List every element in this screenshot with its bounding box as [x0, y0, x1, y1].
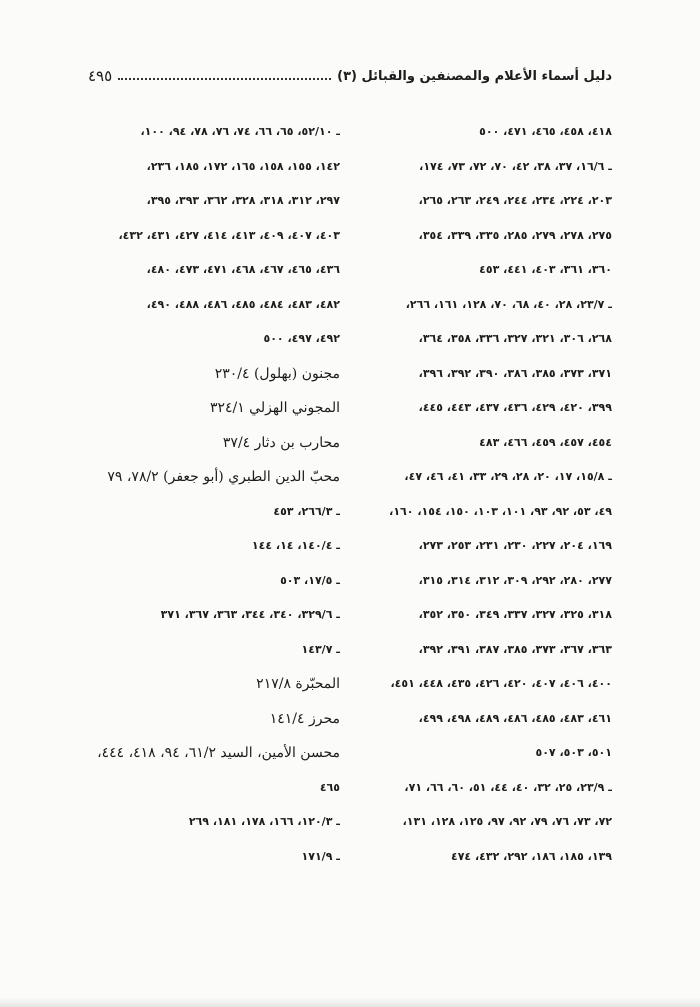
index-line: ـ ٥٢/١٠، ٦٥، ٦٦، ٧٤، ٧٦، ٧٨، ٩٤، ١٠٠، [140, 125, 340, 138]
index-line: ٤٦٥ [319, 780, 340, 794]
index-line: ـ ١٧١/٩ [301, 849, 340, 863]
index-line: ٢٧٧، ٢٨٠، ٢٩٢، ٣٠٩، ٣١٢، ٣١٤، ٣١٥، [418, 573, 612, 587]
index-line: ـ ١٢٠/٣، ١٦٦، ١٧٨، ١٨١، ٢٦٩ [188, 815, 340, 828]
index-line: ـ ١٥/٨، ١٧، ٢٠، ٢٨، ٢٩، ٣٣، ٤١، ٤٦، ٤٧، [404, 470, 612, 483]
index-line: ـ ٣٢٩/٦، ٣٤٠، ٣٤٤، ٣٦٣، ٣٦٧، ٣٧١ [160, 608, 340, 621]
index-line: ـ ١٧/٥، ٥٠٣ [280, 573, 340, 587]
index-column-left [85, 115, 340, 874]
index-line: ٤٩٢، ٤٩٧، ٥٠٠ [263, 332, 340, 345]
index-line: ٣٩٩، ٤٢٠، ٤٢٩، ٤٣٦، ٤٣٧، ٤٤٣، ٤٤٥، [418, 401, 612, 414]
index-line: المحبّرة ٢١٧/٨ [256, 676, 340, 692]
dotted-leader [118, 78, 331, 80]
index-line: ـ ٢٣/٩، ٢٥، ٣٢، ٤٠، ٤٤، ٥١، ٦٠، ٦٦، ٧١، [404, 780, 612, 794]
index-line: ١٤٢، ١٥٥، ١٥٨، ١٦٥، ١٧٢، ١٨٥، ٢٣٦، [146, 159, 340, 173]
index-line: محرز ١٤١/٤ [269, 710, 340, 727]
index-line: المجوني الهزلي ٣٢٤/١ [209, 400, 340, 416]
index-line: ٣١٨، ٣٢٥، ٣٢٧، ٣٣٧، ٣٤٩، ٣٥٠، ٣٥٢، [418, 608, 612, 621]
index-line: ٧٢، ٧٣، ٧٦، ٧٩، ٩٢، ٩٧، ١٢٥، ١٢٨، ١٣١، [402, 815, 612, 828]
index-line: ـ ١٤٣/٧ [301, 642, 340, 656]
index-line: ١٣٩، ١٨٥، ١٨٦، ٢٩٢، ٤٣٢، ٤٧٤ [450, 849, 612, 863]
index-line: ٢٠٣، ٢٢٤، ٢٣٤، ٢٤٤، ٢٤٩، ٢٦٣، ٢٦٥، [418, 194, 612, 207]
index-line: محارب بن دثار ٣٧/٤ [222, 434, 340, 451]
page-edge [0, 997, 700, 1007]
index-line: ٢٧٥، ٢٧٨، ٢٧٩، ٢٨٥، ٣٣٥، ٣٣٩، ٣٥٤، [418, 228, 612, 242]
index-line: ٤٩، ٥٣، ٩٢، ٩٣، ١٠١، ١٠٣، ١٥٠، ١٥٤، ١٦٠، [389, 504, 612, 518]
page-number: ٤٩٥ [88, 67, 113, 85]
index-line: ـ ٢٦٦/٣، ٤٥٣ [273, 504, 340, 518]
index-line: ٤٦١، ٤٨٣، ٤٨٥، ٤٨٦، ٤٨٩، ٤٩٨، ٤٩٩، [418, 711, 612, 725]
index-line: ٤٥٤، ٤٥٧، ٤٥٩، ٤٦٦، ٤٨٣ [479, 435, 612, 449]
index-line: ٤٠٠، ٤٠٦، ٤٠٧، ٤٢٠، ٤٢٦، ٤٣٥، ٤٤٨، ٤٥١، [390, 677, 612, 690]
running-header [88, 62, 612, 90]
index-line: ٤٠٣، ٤٠٧، ٤٠٩، ٤١٣، ٤١٤، ٤٢٧، ٤٣١، ٤٣٢، [118, 228, 340, 242]
index-line: ٣٦٠، ٣٦١، ٤٠٣، ٤٤١، ٤٥٣ [479, 263, 612, 276]
index-line: مجنون (بهلول) ٢٣٠/٤ [214, 365, 340, 382]
index-line: ٤٨٢، ٤٨٣، ٤٨٤، ٤٨٥، ٤٨٦، ٤٨٨، ٤٩٠، [146, 297, 340, 311]
header-title: دليل أسماء الأعلام والمصنفين والقبائل (٣) [337, 68, 612, 84]
index-line: ـ ١٦/٦، ٣٧، ٣٨، ٤٢، ٧٠، ٧٢، ٧٣، ١٧٤، [419, 159, 612, 173]
index-line: ـ ١٤٠/٤، ١٤، ١٤٤ [251, 539, 340, 552]
index-line: ـ ٢٣/٧، ٢٨، ٤٠، ٦٨، ٧٠، ١٢٨، ١٦١، ٢٦٦، [405, 297, 612, 311]
index-column-right [372, 115, 612, 874]
index-line: ٣٦٣، ٣٦٧، ٣٧٣، ٣٨٥، ٣٨٧، ٣٩١، ٣٩٢، [418, 642, 612, 656]
index-line: ٥٠١، ٥٠٣، ٥٠٧ [535, 746, 612, 759]
index-line: ٢٦٨، ٣٠٦، ٣٢١، ٣٢٧، ٣٣٦، ٣٥٨، ٣٦٤، [418, 332, 612, 345]
index-line: ٤٣٦، ٤٦٥، ٤٦٧، ٤٦٨، ٤٧١، ٤٧٣، ٤٨٠، [146, 263, 340, 276]
index-line: ٤١٨، ٤٥٨، ٤٦٥، ٤٧١، ٥٠٠ [479, 125, 612, 138]
index-line: ١٦٩، ٢٠٤، ٢٢٧، ٢٣٠، ٢٣١، ٢٥٣، ٢٧٣، [418, 539, 612, 552]
index-line: محسن الأمين، السيد ٦١/٢، ٩٤، ٤١٨، ٤٤٤، [97, 745, 340, 761]
index-line: ٣٧١، ٣٧٣، ٣٨٥، ٣٨٦، ٣٩٠، ٣٩٢، ٣٩٦، [418, 366, 612, 380]
index-line: ٢٩٧، ٣١٢، ٣١٨، ٣٢٨، ٣٦٢، ٣٩٣، ٣٩٥، [146, 194, 340, 207]
index-line: محبّ الدين الطبري (أبو جعفر) ٧٨/٢، ٧٩ [107, 469, 340, 485]
